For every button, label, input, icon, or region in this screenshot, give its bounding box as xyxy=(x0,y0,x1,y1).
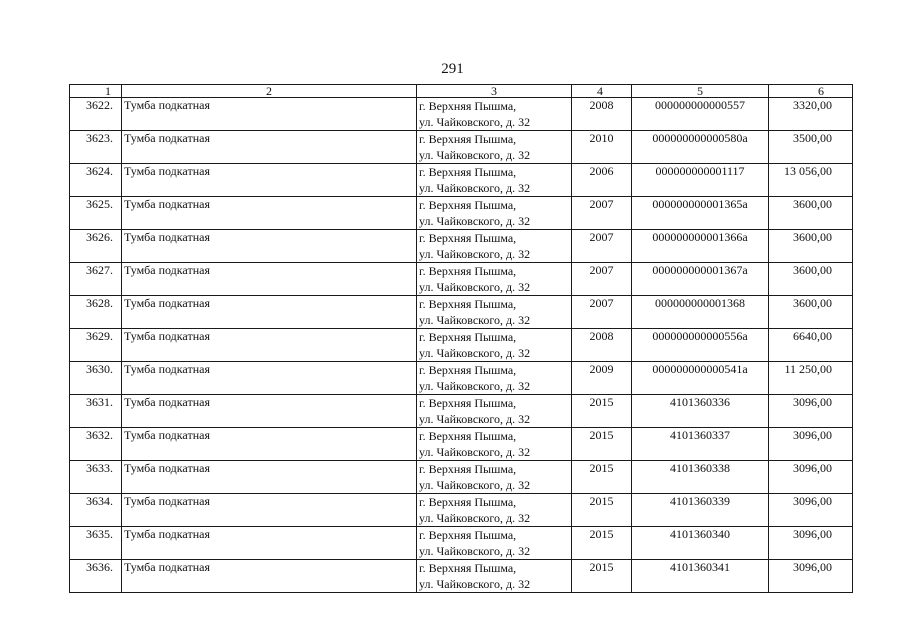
inventory-number: 000000000001368 xyxy=(632,296,769,329)
inventory-number: 000000000000557 xyxy=(632,98,769,131)
address-street: ул. Чайковского, д. 32 xyxy=(419,445,531,459)
table-row xyxy=(70,230,853,263)
item-name: Тумба подкатная xyxy=(122,362,417,395)
item-year: 2008 xyxy=(572,98,632,131)
inventory-number: 000000000001365а xyxy=(632,197,769,230)
item-name: Тумба подкатная xyxy=(122,263,417,296)
address-street: ул. Чайковского, д. 32 xyxy=(419,478,531,492)
item-price: 3096,00 xyxy=(769,560,853,593)
address-street: ул. Чайковского, д. 32 xyxy=(419,577,531,591)
item-address xyxy=(417,527,572,560)
address-city: г. Верхняя Пышма, xyxy=(419,561,517,575)
item-price: 3600,00 xyxy=(769,296,853,329)
item-year: 2015 xyxy=(572,527,632,560)
table-row xyxy=(70,461,853,494)
item-address xyxy=(417,428,572,461)
row-number: 3626. xyxy=(70,230,122,263)
item-year: 2008 xyxy=(572,329,632,362)
item-year: 2015 xyxy=(572,428,632,461)
address-city: г. Верхняя Пышма, xyxy=(419,528,517,542)
item-name: Тумба подкатная xyxy=(122,494,417,527)
item-year: 2007 xyxy=(572,296,632,329)
item-price: 3096,00 xyxy=(769,461,853,494)
item-address xyxy=(417,494,572,527)
address-city: г. Верхняя Пышма, xyxy=(419,297,517,311)
item-price: 6640,00 xyxy=(769,329,853,362)
address-city: г. Верхняя Пышма, xyxy=(419,330,517,344)
item-name: Тумба подкатная xyxy=(122,560,417,593)
item-address xyxy=(417,164,572,197)
item-price: 3096,00 xyxy=(769,395,853,428)
item-address xyxy=(417,131,572,164)
item-year: 2015 xyxy=(572,494,632,527)
address-street: ул. Чайковского, д. 32 xyxy=(419,544,531,558)
item-price: 3600,00 xyxy=(769,263,853,296)
row-number: 3629. xyxy=(70,329,122,362)
address-city: г. Верхняя Пышма, xyxy=(419,165,517,179)
table-row xyxy=(70,131,853,164)
item-year: 2007 xyxy=(572,230,632,263)
row-number: 3627. xyxy=(70,263,122,296)
item-year: 2007 xyxy=(572,197,632,230)
table-row xyxy=(70,329,853,362)
table-row xyxy=(70,494,853,527)
item-price: 13 056,00 xyxy=(769,164,853,197)
header-col-3: 3 xyxy=(417,85,572,98)
row-number: 3628. xyxy=(70,296,122,329)
item-name: Тумба подкатная xyxy=(122,395,417,428)
item-address xyxy=(417,395,572,428)
item-price: 3096,00 xyxy=(769,527,853,560)
table-row xyxy=(70,428,853,461)
page-number: 291 xyxy=(441,61,464,77)
item-year: 2015 xyxy=(572,560,632,593)
inventory-number: 000000000001117 xyxy=(632,164,769,197)
row-number: 3624. xyxy=(70,164,122,197)
item-address xyxy=(417,230,572,263)
row-number: 3633. xyxy=(70,461,122,494)
item-price: 3096,00 xyxy=(769,494,853,527)
address-street: ул. Чайковского, д. 32 xyxy=(419,247,531,261)
inventory-number: 000000000001367а xyxy=(632,263,769,296)
item-address xyxy=(417,560,572,593)
item-year: 2006 xyxy=(572,164,632,197)
inventory-number: 000000000000580а xyxy=(632,131,769,164)
row-number: 3631. xyxy=(70,395,122,428)
address-city: г. Верхняя Пышма, xyxy=(419,363,517,377)
inventory-number: 4101360337 xyxy=(632,428,769,461)
inventory-number: 4101360338 xyxy=(632,461,769,494)
item-year: 2007 xyxy=(572,263,632,296)
item-price: 3320,00 xyxy=(769,98,853,131)
inventory-number: 000000000000556а xyxy=(632,329,769,362)
address-city: г. Верхняя Пышма, xyxy=(419,99,517,113)
item-name: Тумба подкатная xyxy=(122,98,417,131)
row-number: 3623. xyxy=(70,131,122,164)
address-city: г. Верхняя Пышма, xyxy=(419,231,517,245)
address-street: ул. Чайковского, д. 32 xyxy=(419,214,531,228)
item-name: Тумба подкатная xyxy=(122,164,417,197)
item-address xyxy=(417,461,572,494)
address-street: ул. Чайковского, д. 32 xyxy=(419,346,531,360)
item-name: Тумба подкатная xyxy=(122,230,417,263)
item-name: Тумба подкатная xyxy=(122,461,417,494)
inventory-number: 4101360340 xyxy=(632,527,769,560)
item-name: Тумба подкатная xyxy=(122,527,417,560)
item-address xyxy=(417,98,572,131)
inventory-number: 000000000001366а xyxy=(632,230,769,263)
address-street: ул. Чайковского, д. 32 xyxy=(419,379,531,393)
table-row xyxy=(70,98,853,131)
header-col-6: 6 xyxy=(769,85,853,98)
item-name: Тумба подкатная xyxy=(122,296,417,329)
table-row xyxy=(70,197,853,230)
header-col-4: 4 xyxy=(572,85,632,98)
registry-table xyxy=(69,84,853,593)
header-col-5: 5 xyxy=(632,85,769,98)
item-address xyxy=(417,263,572,296)
row-number: 3630. xyxy=(70,362,122,395)
address-street: ул. Чайковского, д. 32 xyxy=(419,148,531,162)
address-street: ул. Чайковского, д. 32 xyxy=(419,115,531,129)
table-row xyxy=(70,527,853,560)
item-price: 3500,00 xyxy=(769,131,853,164)
table-row xyxy=(70,164,853,197)
item-price: 11 250,00 xyxy=(769,362,853,395)
header-col-2: 2 xyxy=(122,85,417,98)
item-price: 3096,00 xyxy=(769,428,853,461)
inventory-number: 4101360341 xyxy=(632,560,769,593)
address-street: ул. Чайковского, д. 32 xyxy=(419,280,531,294)
item-year: 2015 xyxy=(572,461,632,494)
table-row xyxy=(70,395,853,428)
item-address xyxy=(417,329,572,362)
row-number: 3634. xyxy=(70,494,122,527)
header-col-1: 1 xyxy=(70,85,122,98)
item-name: Тумба подкатная xyxy=(122,131,417,164)
item-name: Тумба подкатная xyxy=(122,329,417,362)
item-address xyxy=(417,197,572,230)
table-row xyxy=(70,296,853,329)
item-name: Тумба подкатная xyxy=(122,197,417,230)
address-city: г. Верхняя Пышма, xyxy=(419,264,517,278)
item-address xyxy=(417,362,572,395)
item-address xyxy=(417,296,572,329)
address-street: ул. Чайковского, д. 32 xyxy=(419,313,531,327)
row-number: 3625. xyxy=(70,197,122,230)
table-row xyxy=(70,263,853,296)
row-number: 3632. xyxy=(70,428,122,461)
address-city: г. Верхняя Пышма, xyxy=(419,429,517,443)
address-city: г. Верхняя Пышма, xyxy=(419,132,517,146)
item-price: 3600,00 xyxy=(769,197,853,230)
inventory-number: 4101360339 xyxy=(632,494,769,527)
row-number: 3636. xyxy=(70,560,122,593)
item-year: 2015 xyxy=(572,395,632,428)
inventory-number: 4101360336 xyxy=(632,395,769,428)
inventory-number: 000000000000541а xyxy=(632,362,769,395)
item-year: 2009 xyxy=(572,362,632,395)
address-street: ул. Чайковского, д. 32 xyxy=(419,181,531,195)
table-row xyxy=(70,362,853,395)
row-number: 3635. xyxy=(70,527,122,560)
table-row xyxy=(70,560,853,593)
address-city: г. Верхняя Пышма, xyxy=(419,396,517,410)
header-row xyxy=(70,85,853,98)
item-name: Тумба подкатная xyxy=(122,428,417,461)
address-street: ул. Чайковского, д. 32 xyxy=(419,511,531,525)
address-city: г. Верхняя Пышма, xyxy=(419,198,517,212)
row-number: 3622. xyxy=(70,98,122,131)
item-price: 3600,00 xyxy=(769,230,853,263)
address-city: г. Верхняя Пышма, xyxy=(419,462,517,476)
address-street: ул. Чайковского, д. 32 xyxy=(419,412,531,426)
item-year: 2010 xyxy=(572,131,632,164)
address-city: г. Верхняя Пышма, xyxy=(419,495,517,509)
